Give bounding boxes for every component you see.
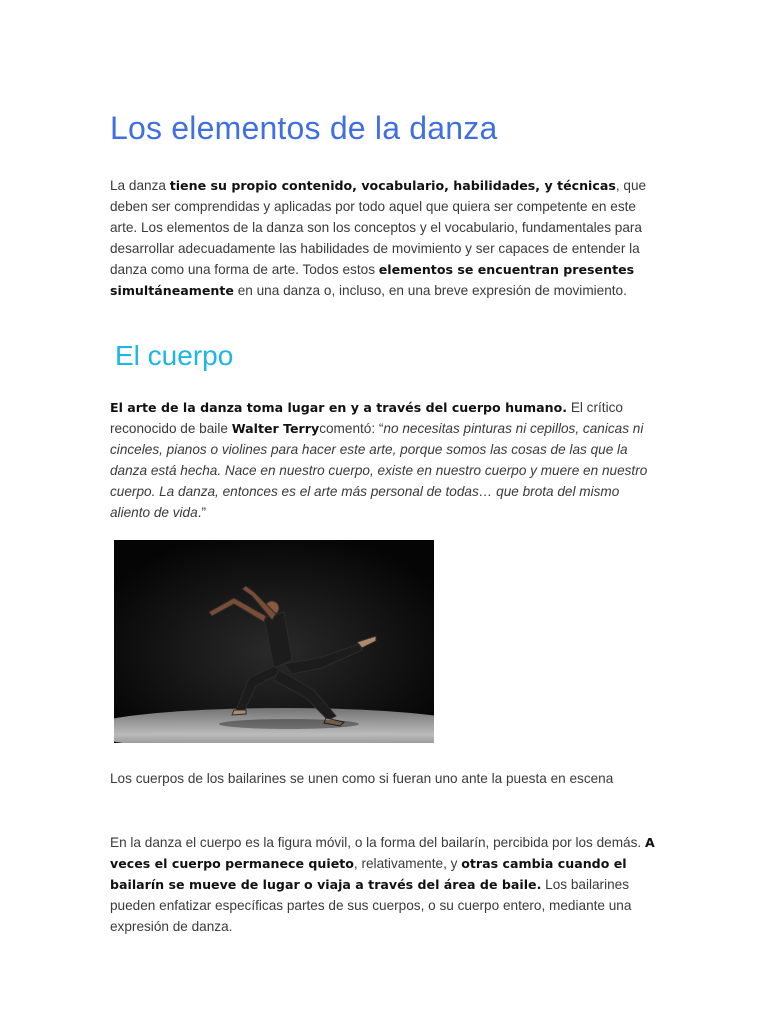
movil-text-2: , relativamente, y: [353, 856, 462, 871]
intro-text-3: en una danza o, incluso, en una breve expresión de movimiento.: [233, 283, 627, 298]
cuerpo-bold-1: El arte de la danza toma lugar en y a través del cuerpo humano.: [110, 400, 568, 415]
critic-name: Walter Terry: [231, 421, 320, 436]
movil-text-3: Los bailarines pueden enfatizar específicas partes de sus cuerpos, o su cuerpo entero, mediante una expresión de danza.: [110, 877, 632, 934]
movil-bold-1: A veces el cuerpo permanece quieto: [110, 835, 655, 871]
critic-quote: no necesitas pinturas ni cepillos, canicas ni cinceles, pianos o violines para hacer este arte, porque somos las cosas de las que la danza está hecha. Nace en nuestro cuerpo, existe en nuestro cuerpo y muere en nuestro cuerpo. La danza, entonces es el arte más personal de todas… que brota del mismo aliento de vida: [110, 421, 648, 520]
cuerpo-paragraph: [110, 397, 660, 523]
intro-paragraph: [110, 175, 660, 301]
movil-bold-2: otras cambia cuando el bailarín se mueve de lugar o viaja a través del área de baile.: [110, 856, 627, 892]
intro-bold-2: elementos se encuentran presentes simultáneamente: [110, 262, 635, 298]
dancers-illustration: [114, 540, 434, 743]
movil-text-1: En la danza el cuerpo es la figura móvil, o la forma del bailarín, percibida por los demás.: [110, 835, 645, 850]
dancers-photo: [114, 540, 434, 743]
cuerpo-text-1: El crítico reconocido de baile: [110, 400, 623, 436]
intro-text-2: , que deben ser comprendidas y aplicadas por todo aquel que quiera ser competente en este arte. Los elementos de la danza son los conceptos y el vocabulario, fundamentales para desarrollar adecuadamente las habilidades de movimiento y ser capaces de entender la danza como una forma de arte. Todos estos: [110, 178, 647, 277]
section-heading: El cuerpo: [115, 340, 234, 371]
photo-caption: Los cuerpos de los bailarines se unen como si fueran uno ante la puesta en escena: [110, 771, 614, 786]
movil-paragraph: [110, 832, 660, 937]
cuerpo-text-3: .”: [197, 505, 206, 520]
intro-bold-1: tiene su propio contenido, vocabulario, habilidades, y técnicas: [169, 178, 616, 193]
cuerpo-text-2: comentó: “: [319, 421, 384, 436]
intro-text-1: La danza: [110, 178, 170, 193]
page-title: Los elementos de la danza: [110, 110, 498, 146]
